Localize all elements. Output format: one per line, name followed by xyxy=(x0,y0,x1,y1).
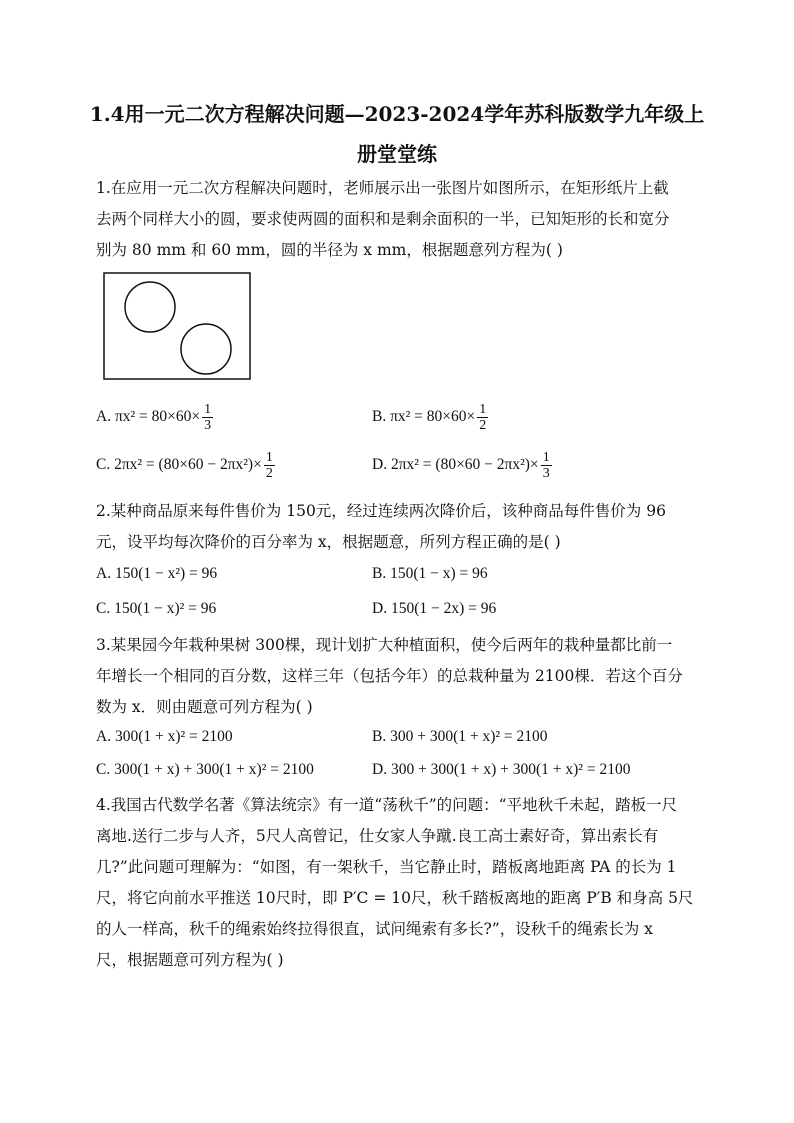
q4-text-line-5: 的人一样高，秋千的绳索始终拉得很直，试问绳索有多长?”，设秋千的绳索长为 x xyxy=(96,920,653,938)
q3-text-line-3: 数为 x．则由题意可列方程为( ) xyxy=(96,698,313,716)
q1-option-d[interactable] xyxy=(372,450,552,481)
fraction-numerator: 1 xyxy=(204,402,212,417)
q4-text-line-2: 离地.送行二步与人齐，5尺人高曾记，仕女家人争蹴.良工高士素好奇，算出索长有 xyxy=(96,827,659,845)
q3-option-c[interactable]: C. 300(1 + x) + 300(1 + x)² = 2100 xyxy=(96,761,314,778)
q1-option-a[interactable] xyxy=(96,402,213,433)
fraction xyxy=(541,450,552,481)
q3-option-a[interactable]: A. 300(1 + x)² = 2100 xyxy=(96,728,233,745)
fraction xyxy=(264,450,275,481)
fraction-denominator: 2 xyxy=(479,418,487,433)
q1-option-c[interactable] xyxy=(96,450,275,481)
page-title-line-2: 册堂堂练 xyxy=(357,142,437,166)
fraction-denominator: 3 xyxy=(204,418,212,433)
fraction-numerator: 1 xyxy=(479,402,487,417)
fraction xyxy=(202,402,213,433)
q1-option-d-text: D. 2πx² = (80×60 − 2πx²)× xyxy=(372,456,539,474)
q1-option-b-text: B. πx² = 80×60× xyxy=(372,408,476,426)
q1-option-a-text: A. πx² = 80×60× xyxy=(96,408,201,426)
q2-option-a[interactable]: A. 150(1 − x²) = 96 xyxy=(96,565,218,582)
fraction-denominator: 2 xyxy=(265,466,273,481)
q1-option-c-text: C. 2πx² = (80×60 − 2πx²)× xyxy=(96,456,262,474)
q4-text-line-6: 尺，根据题意可列方程为( ) xyxy=(96,951,284,969)
page-title-line-1: 1.4用一元二次方程解决问题—2023-2024学年苏科版数学九年级上 xyxy=(89,102,705,126)
q2-option-c[interactable]: C. 150(1 − x)² = 96 xyxy=(96,600,217,617)
fraction-numerator: 1 xyxy=(542,450,550,465)
q2-text-line-1: 2.某种商品原来每件售价为 150元，经过连续两次降价后，该种商品每件售价为 96 xyxy=(96,502,666,520)
fraction-numerator: 1 xyxy=(265,450,273,465)
q1-text-line-1: 1.在应用一元二次方程解决问题时，老师展示出一张图片如图所示，在矩形纸片上截 xyxy=(96,179,669,197)
fraction xyxy=(477,402,488,433)
q2-option-b[interactable]: B. 150(1 − x) = 96 xyxy=(372,565,488,582)
q3-option-d[interactable]: D. 300 + 300(1 + x) + 300(1 + x)² = 2100 xyxy=(372,761,631,778)
q1-option-b[interactable] xyxy=(372,402,488,433)
q4-text-line-1: 4.我国古代数学名著《算法统宗》有一道“荡秋千”的问题：“平地秋千未起，踏板一尺 xyxy=(96,796,678,814)
q1-text-line-2: 去两个同样大小的圆，要求使两圆的面积和是剩余面积的一半，已知矩形的长和宽分 xyxy=(96,210,670,228)
rectangle-two-circles-figure xyxy=(103,272,251,380)
fraction-denominator: 3 xyxy=(542,466,550,481)
circle-shape-2 xyxy=(181,324,231,374)
q3-text-line-1: 3.某果园今年栽种果树 300棵，现计划扩大种植面积，使今后两年的栽种量都比前一 xyxy=(96,636,673,654)
q3-text-line-2: 年增长一个相同的百分数，这样三年（包括今年）的总栽种量为 2100棵．若这个百分 xyxy=(96,667,683,685)
circle-shape-1 xyxy=(125,282,175,332)
q3-option-b[interactable]: B. 300 + 300(1 + x)² = 2100 xyxy=(372,728,548,745)
q2-text-line-2: 元，设平均每次降价的百分率为 x，根据题意，所列方程正确的是( ) xyxy=(96,533,561,551)
q1-text-line-3: 别为 80 mm 和 60 mm，圆的半径为 x mm，根据题意列方程为( ) xyxy=(96,241,563,259)
q2-option-d[interactable]: D. 150(1 − 2x) = 96 xyxy=(372,600,497,617)
q4-text-line-3: 几?”此问题可理解为：“如图，有一架秋千，当它静止时，踏板离地距离 PA 的长为 1 xyxy=(96,858,677,876)
q4-text-line-4: 尺，将它向前水平推送 10尺时，即 P′C = 10尺，秋千踏板离地的距离 P′B 和身高 5尺 xyxy=(96,889,694,907)
rectangle-shape xyxy=(104,273,250,379)
